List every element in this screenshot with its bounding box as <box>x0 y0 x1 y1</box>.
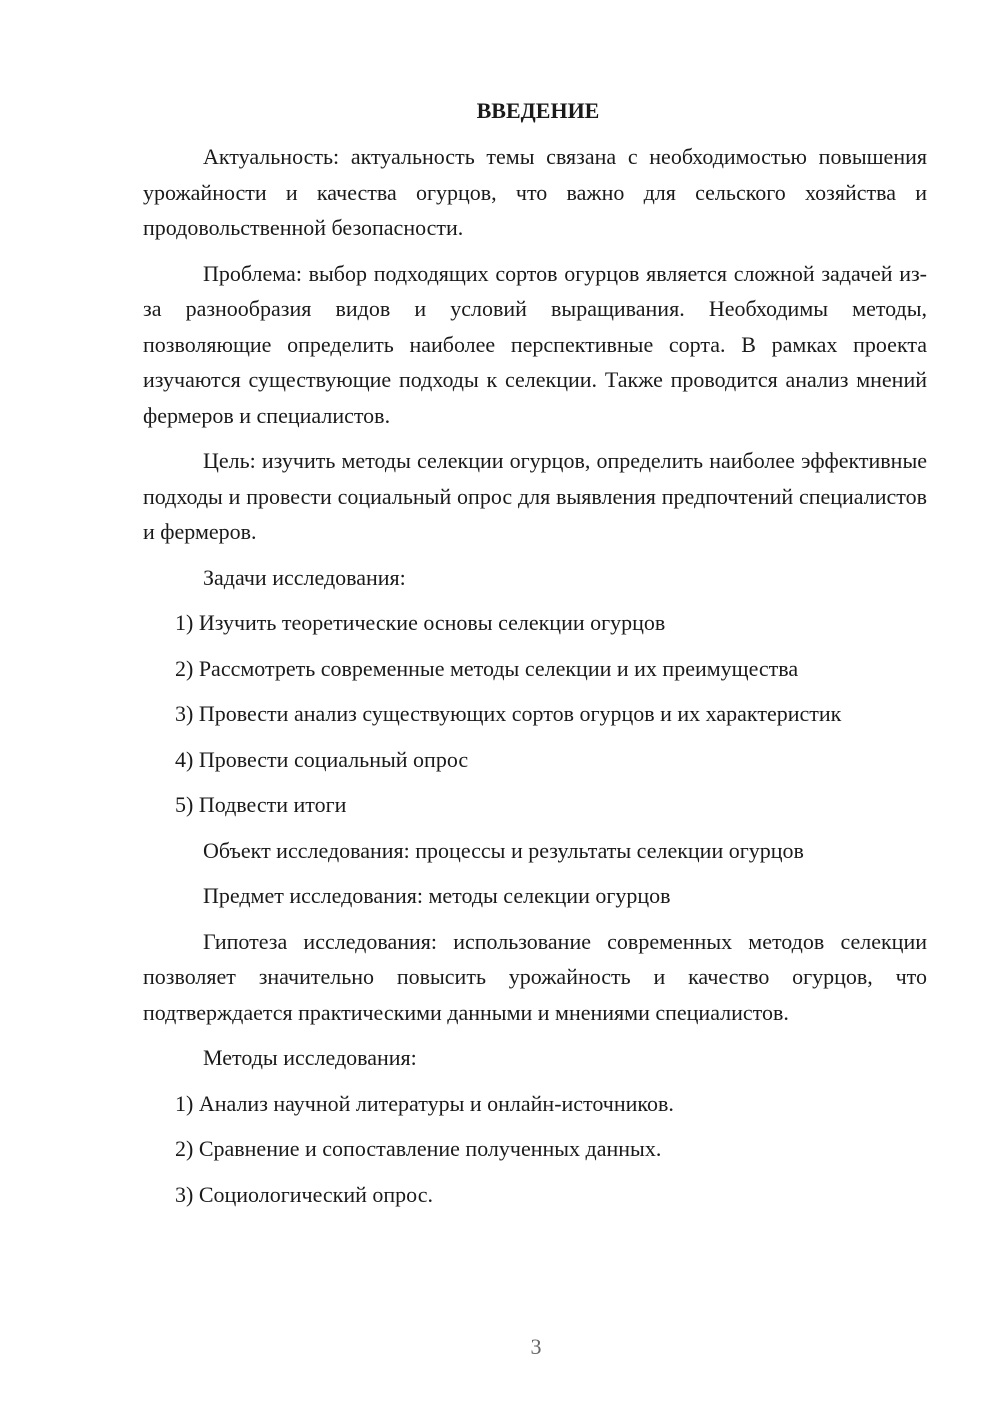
task-item-4: 4) Провести социальный опрос <box>175 746 469 772</box>
task-item-3: 3) Провести анализ существующих сортов огурцов и их характеристик <box>175 701 842 726</box>
method-item-2: 2) Сравнение и сопоставление полученных данных. <box>175 1136 662 1161</box>
tasks-title: Задачи исследования: <box>203 564 406 590</box>
hypothesis-paragraph: Гипотеза исследования: использование современных методов селекции позволяет значительно повысить урожайность и качество огурцов, что подтверждается практическими данными и мнениями специалистов. <box>143 928 927 1025</box>
method-item-3: 3) Социологический опрос. <box>175 1181 433 1207</box>
task-item-5: 5) Подвести итоги <box>175 792 347 817</box>
task-item-1: 1) Изучить теоретические основы селекции огурцов <box>175 610 666 635</box>
section-heading: ВВЕДЕНИЕ <box>476 98 600 123</box>
relevance-paragraph: Актуальность: актуальность темы связана с необходимостью повышения урожайности и качества огурцов, что важно для сельского хозяйства и продовольственной безопасности. <box>143 144 927 240</box>
research-object: Объект исследования: процессы и результаты селекции огурцов <box>203 837 804 863</box>
research-subject: Предмет исследования: методы селекции огурцов <box>203 883 671 908</box>
goal-paragraph: Цель: изучить методы селекции огурцов, определить наиболее эффективные подходы и провести социальный опрос для выявления предпочтений специалистов и фермеров. <box>143 448 927 544</box>
method-item-1: 1) Анализ научной литературы и онлайн-источников. <box>175 1090 674 1116</box>
page-number: 3 <box>530 1334 542 1359</box>
methods-title: Методы исследования: <box>203 1045 417 1070</box>
task-item-2: 2) Рассмотреть современные методы селекции и их преимущества <box>175 655 799 681</box>
problem-paragraph: Проблема: выбор подходящих сортов огурцов является сложной задачей из-за разнообразия видов и условий выращивания. Необходимы методы, позволяющие определить наиболее перспективные сорта. В рамках проекта изучаются существующие подходы к селекции. Также проводится анализ мнений фермеров и специалистов. <box>143 260 927 428</box>
page-content <box>143 96 927 1222</box>
